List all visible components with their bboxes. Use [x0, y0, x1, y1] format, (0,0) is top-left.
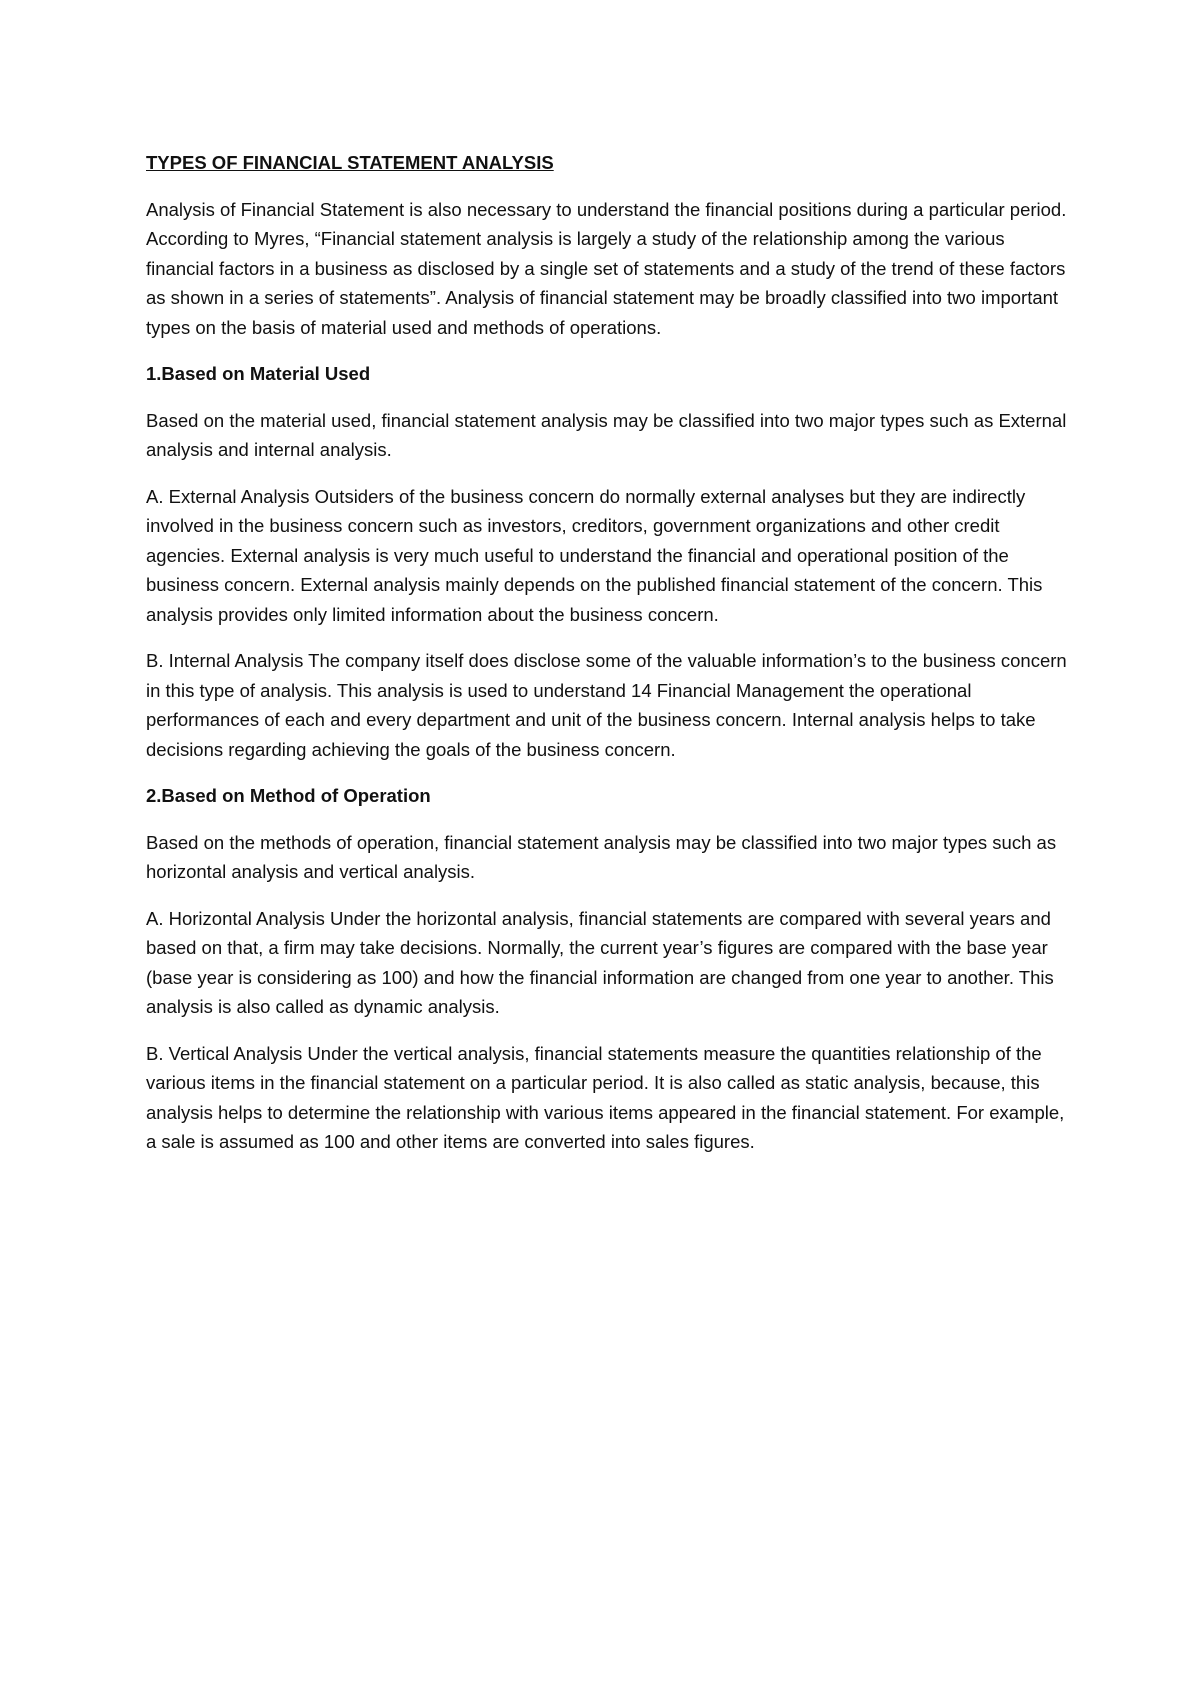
section-heading-method-of-operation: 2.Based on Method of Operation [146, 785, 431, 806]
intro-paragraph: Analysis of Financial Statement is also necessary to understand the financial positions during a particular period. According to Myres, “Financial statement analysis is largely a study of the relationship among the various financial factors in a business as disclosed by a single set of statements and a study of the trend of these factors as shown in a series of statements”. Analysis of financial statement may be broadly classified into two important types on the basis of material used and methods of operations. [146, 198, 1067, 338]
section1-intro-paragraph: Based on the material used, financial statement analysis may be classified into two major types such as External analysis and internal analysis. [146, 409, 1067, 460]
internal-analysis-paragraph: B. Internal Analysis The company itself does disclose some of the valuable information’s to the business concern in this type of analysis. This analysis is used to understand 14 Financial Management the operational performances of each and every department and unit of the business concern. Internal analysis helps to take decisions regarding achieving the goals of the business concern. [146, 650, 1067, 760]
vertical-analysis-paragraph: B. Vertical Analysis Under the vertical analysis, financial statements measure the quantities relationship of the various items in the financial statement on a particular period. It is also called as static analysis, because, this analysis helps to determine the relationship with various items appeared in the financial statement. For example, a sale is assumed as 100 and other items are converted into sales figures. [146, 1042, 1065, 1152]
section2-intro-paragraph: Based on the methods of operation, financial statement analysis may be classified into two major types such as horizontal analysis and vertical analysis. [146, 831, 1057, 882]
horizontal-analysis-paragraph: A. Horizontal Analysis Under the horizontal analysis, financial statements are compared with several years and based on that, a firm may take decisions. Normally, the current year’s figures are compared with the base year (base year is considering as 100) and how the financial information are changed from one year to another. This analysis is also called as dynamic analysis. [146, 907, 1054, 1017]
external-analysis-paragraph: A. External Analysis Outsiders of the business concern do normally external analyses but they are indirectly involved in the business concern such as investors, creditors, government organizations and other credit agencies. External analysis is very much useful to understand the financial and operational position of the business concern. External analysis mainly depends on the published financial statement of the concern. This analysis provides only limited information about the business concern. [146, 485, 1043, 625]
section-heading-material-used: 1.Based on Material Used [146, 363, 371, 384]
document-title: TYPES OF FINANCIAL STATEMENT ANALYSIS [146, 152, 554, 173]
document-body [146, 148, 1076, 1174]
